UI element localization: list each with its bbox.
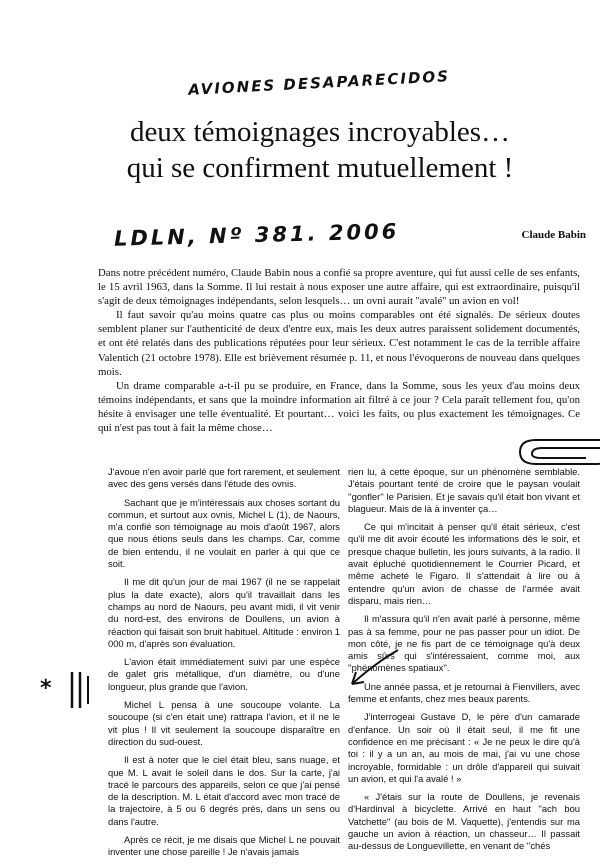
article-title-line2: qui se confirment mutuellement ! (126, 152, 514, 184)
intro-paragraph: Il faut savoir qu'au moins quatre cas plus ou moins comparables ont été signalés. De sérieux doutes semblent planer sur l'authenticité de deux d'entre eux, mais les deux autres paraissent solidement documentés, et ont été relatés dans des publications réputées pour leur sérieux. C'est notamment le cas de la terrible affaire Valentich (21 octobre 1978). Elle est brièvement résumée p. 11, et nous l'évoquerons de nouveau dans quelques mois. (98, 309, 580, 378)
column-paragraph: rien lu, à cette époque, sur un phénomène semblable. J'étais pourtant tenté de croire que le paysan voulait ''gonfler'' le Parisien. Et je savais qu'il était bon vivant et blagueur. Mais de là à inventer ça… (348, 466, 580, 514)
column-paragraph: Une année passa, et je retournai à Fienvillers, avec femme et enfants, chez mes beaux parents. (348, 680, 580, 705)
column-paragraph: J'avoue n'en avoir parlé que fort rarement, et seulement avec des gens versés dans l'étude des ovnis. (108, 466, 340, 490)
column-paragraph: Après ce récit, je me disais que Michel L ne pouvait inventer une chose pareille ! Je n'avais jamais (108, 834, 340, 858)
handwritten-title: AVIONES DESAPARECIDOS (187, 67, 451, 99)
column-paragraph: « J'étais sur la route de Doullens, je revenais d'Hardinval à bicyclette. Arrivé en haut ''ach bou Vatchette'' (au bois de M. Vaquette), j'entendis sur ma gauche un avion à réaction, un chasseur… Il passait au-dessus de Longuevillette, en venant de ''chés (348, 791, 580, 852)
column-paragraph: Il me dit qu'un jour de mai 1967 (il ne se rappelait plus la date exacte), alors qu'il travaillait dans les champs au nord de Naours, peu avant midi, il vit venir du nord-est, des environs de Doullens, un avion à réaction qui faisait son bruit habituel. Altitude : environ 1 000 m, d'après son évaluation. (108, 576, 340, 649)
column-paragraph: Ce qui m'incitait à penser qu'il était sérieux, c'est qu'il me dit avoir écouté les informations dès le soir, et presque chaque bulletin, les jours suivants, à la radio. Il avait épluché quotidiennement le Courrier Picard, et même acheté le Figaro. Il s'attendait à lire ou à entendre qu'un avion de chasse de l'armée avait disparu, mais rien… (348, 521, 580, 606)
article-intro (98, 266, 580, 435)
margin-asterisk: * (40, 676, 52, 701)
margin-bar-marks-icon (66, 670, 104, 710)
column-paragraph: Il m'assura qu'il n'en avait parlé à personne, même pas à sa femme, pour ne pas passer pour un idiot. De mon côté, je ne fis part de ce témoignage qu'à deux amis sûrs qui s'intéressaient, comme moi, aux ''phénomènes spatiaux''. (348, 613, 580, 674)
column-paragraph: Il est à noter que le ciel était bleu, sans nuage, et que M. L avait le soleil dans le dos. Sur la carte, j'ai tracé le parcours des appareils, selon ce que j'ai pensé de la description. M. L était d'accord avec mon tracé de la trajectoire, à 5 ou 6 degrés près, dans un sens ou dans l'autre. (108, 754, 340, 827)
handwritten-reference: LDLN, Nº 381. 2006 (113, 219, 400, 251)
handdrawn-arrow-icon (344, 646, 400, 692)
article-title-line1: deux témoignages incroyables… (129, 116, 511, 148)
column-paragraph: L'avion était immédiatement suivi par une espèce de galet gris métallique, d'un diamètre, ou d'une longueur, plus grande que l'avion. (108, 656, 340, 692)
intro-paragraph: Dans notre précédent numéro, Claude Babin nous a confié sa propre aventure, qui fut aussi celle de ses enfants, le 15 avril 1963, dans la Somme. Il lui restait à nous exposer une autre affaire, qui est extraordinaire, puisqu'il s'agit de deux témoignages indépendants, selon lesquels… un ovni aurait ''avalé'' un avion en vol! (98, 267, 580, 308)
column-paragraph: Michel L pensa à une soucoupe volante. La soucoupe (si c'en était une) rattrapa l'avion, et il ne le vit plus ! Il vit seulement la soucoupe disparaître en direction du sud-ouest. (108, 699, 340, 747)
left-column (108, 466, 340, 865)
intro-paragraph: Un drame comparable a-t-il pu se produire, en France, dans la Somme, sous les yeux d'au moins deux témoins indépendants, et sans que la moindre information ait filtré à ce jour ? Cela paraît tellement fou, qu'on hésite à envisager une telle éventualité. Et pourtant… voici les faits, ou plus exactement les témoignages. Ce qui n'est pas tout à fait la même chose… (98, 379, 580, 435)
column-paragraph: J'interrogeai Gustave D, le père d'un camarade d'enfance. Un soir où il était seul, il me fit une confidence en me précisant : « Je ne peux le dire qu'à toi : il y a un an, au mois de mai, j'ai vu une chose incroyable, formidable : un drôle d'appareil qui suivait un avion, et qui l'a avalé ! » (348, 711, 580, 784)
column-paragraph: Sachant que je m'intéressais aux choses sortant du commun, et surtout aux ovnis, Michel L (1), de Naours, m'a confié son témoignage au mois d'août 1967, alors que nous étions seuls dans les champs. Car, comme de bien entendu, il ne voulait en parler à qui que ce soit. (108, 496, 340, 570)
author-name: Claude Babin (521, 229, 586, 241)
